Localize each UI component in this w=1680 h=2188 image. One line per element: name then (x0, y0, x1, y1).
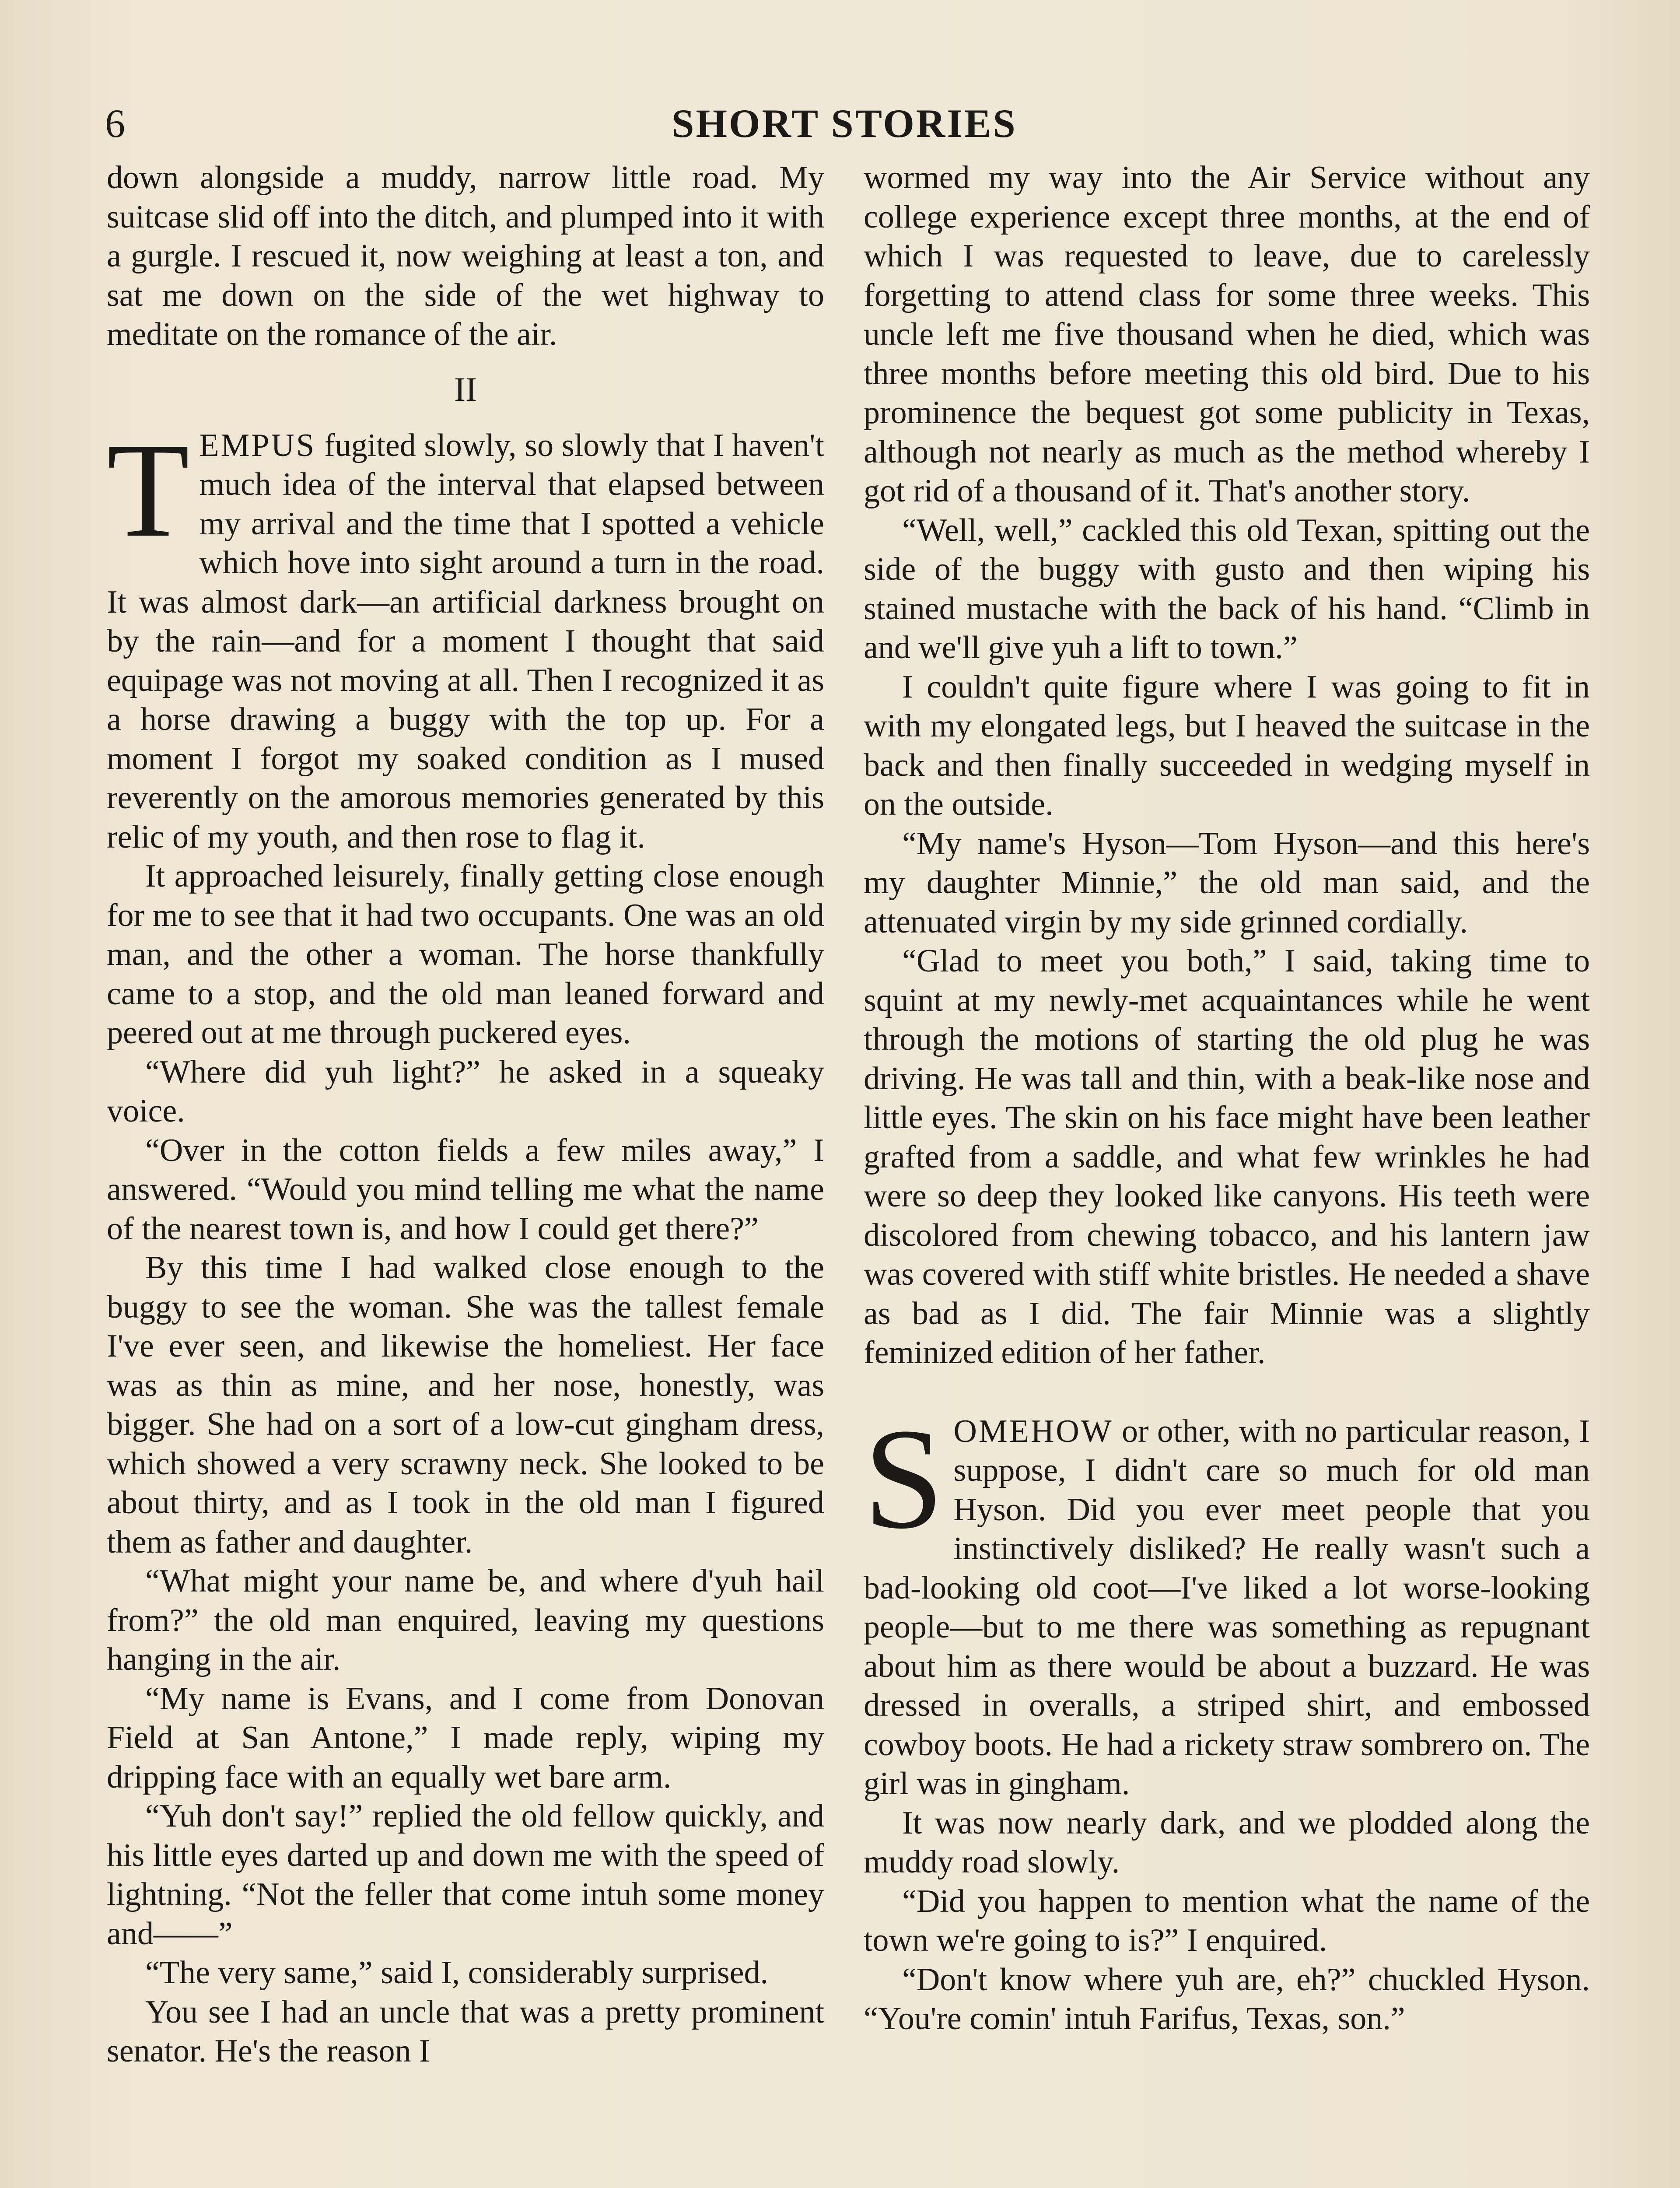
paragraph: “Glad to meet you both,” I said, taking time to squint at my newly-met acquaintances while he went through the motions of starting the old plug he was driving. He was tall and thin, with a beak-like nose and little eyes. The skin on his face might have been leather grafted from a saddle, and what few wrinkles he had were so deep they looked like canyons. His teeth were discolored from chewing tobacco, and his lantern jaw was covered with stiff white bristles. He needed a shave as bad as I did. The fair Minnie was a slightly feminized edition of her father. (864, 943, 1590, 1371)
paragraph: “Yuh don't say!” replied the old fellow quickly, and his little eyes darted up and down me with the speed of lightning. “Not the feller that come intuh some money and——” (107, 1798, 824, 1952)
drop-cap: T (107, 415, 190, 565)
paragraph: I couldn't quite figure where I was going to fit in with my elongated legs, but I heaved the suitcase in the back and then finally succeeded in wedging myself in on the outside. (864, 669, 1590, 822)
lead-in-caps: OMEHOW (953, 1413, 1113, 1449)
paragraph: “What might your name be, and where d'yuh hail from?” the old man enquired, leaving my questions hanging in the air. (107, 1563, 824, 1677)
paragraph: “Where did yuh light?” he asked in a squeaky voice. (107, 1054, 824, 1129)
page-number: 6 (105, 101, 125, 146)
paragraph-with-dropcap (107, 415, 824, 857)
lead-in-caps: EMPUS (199, 427, 316, 463)
drop-cap: S (864, 1399, 944, 1559)
paragraph: It approached leisurely, finally getting close enough for me to see that it had two occupants. One was an old man, and the other a woman. The horse thankfully came to a stop, and the old man leaned forward and peered out at me through puckered eyes. (107, 858, 824, 1051)
paragraph: “Don't know where yuh are, eh?” chuckled Hyson. “You're comin' intuh Farifus, Texas, son.” (864, 1961, 1590, 2037)
paragraph: “My name is Evans, and I come from Donovan Field at San Antone,” I made reply, wiping my dripping face with an equally wet bare arm. (107, 1680, 824, 1795)
paragraph-text: fugited slowly, so slowly that I haven't much idea of the interval that elapsed between my arrival and the time that I spotted a vehicle which hove into sight around a turn in the road. It was almost dark—an artificial darkness brought on by the rain—and for a moment I thought that said equipage was not moving at all. Then I recognized it as a horse drawing a buggy with the top up. For a moment I forgot my soaked condition as I mused reverently on the amorous memories generated by this relic of my youth, and then rose to flag it. (107, 427, 824, 855)
section-number: II (454, 370, 477, 408)
paragraph-with-dropcap (864, 1399, 1590, 1804)
paragraph: “My name's Hyson—Tom Hyson—and this here's my daughter Minnie,” the old man said, and the attenuated virgin by my side grinned cordially. (864, 825, 1590, 940)
paragraph: You see I had an uncle that was a pretty prominent senator. He's the reason I (107, 1994, 824, 2069)
paragraph: “The very same,” said I, considerably surprised. (145, 1955, 768, 1991)
paragraph: “Well, well,” cackled this old Texan, spitting out the side of the buggy with gusto and then wiping his stained mustache with the back of his hand. “Climb in and we'll give yuh a lift to town.” (864, 512, 1590, 666)
left-column (107, 158, 824, 2188)
paragraph: “Did you happen to mention what the name of the town we're going to is?” I enquired. (864, 1883, 1590, 1958)
right-column (864, 158, 1590, 2188)
paragraph: down alongside a muddy, narrow little road. My suitcase slid off into the ditch, and plumped into it with a gurgle. I rescued it, now weighing at least a ton, and sat me down on the side of the wet highway to meditate on the romance of the air. (107, 160, 824, 352)
paragraph: “Over in the cotton fields a few miles away,” I answered. “Would you mind telling me what the name of the nearest town is, and how I could get there?” (107, 1132, 824, 1247)
section-break (864, 1373, 1590, 1412)
page-header (105, 97, 1584, 150)
running-head: SHORT STORIES (672, 101, 1017, 146)
paragraph-text: or other, with no particular reason, I suppose, I didn't care so much for old man Hyson. Did you ever meet people that you instinctively disliked? He really wasn't such a bad-looking old coot—I've liked a lot worse-looking people—but to me there was something as repugnant about him as there would be about a buzzard. He was dressed in overalls, a striped shirt, and embossed cowboy boots. He had a rickety straw sombrero on. The girl was in gingham. (864, 1413, 1590, 1802)
paragraph: It was now nearly dark, and we plodded along the muddy road slowly. (864, 1805, 1590, 1880)
paragraph: wormed my way into the Air Service without any college experience except three months, at the end of which I was requested to leave, due to carelessly forgetting to attend class for some three weeks. This uncle left me five thousand when he died, which was three months before meeting this old bird. Due to his prominence the bequest got some publicity in Texas, although not nearly as much as the method whereby I got rid of a thousand of it. That's another story. (864, 160, 1590, 509)
paragraph: By this time I had walked close enough to the buggy to see the woman. She was the tallest female I've ever seen, and likewise the homeliest. Her face was as thin as mine, and her nose, honestly, was bigger. She had on a sort of a low-cut gingham dress, which showed a very scrawny neck. She looked to be about thirty, and as I took in the old man I figured them as father and daughter. (107, 1250, 824, 1560)
